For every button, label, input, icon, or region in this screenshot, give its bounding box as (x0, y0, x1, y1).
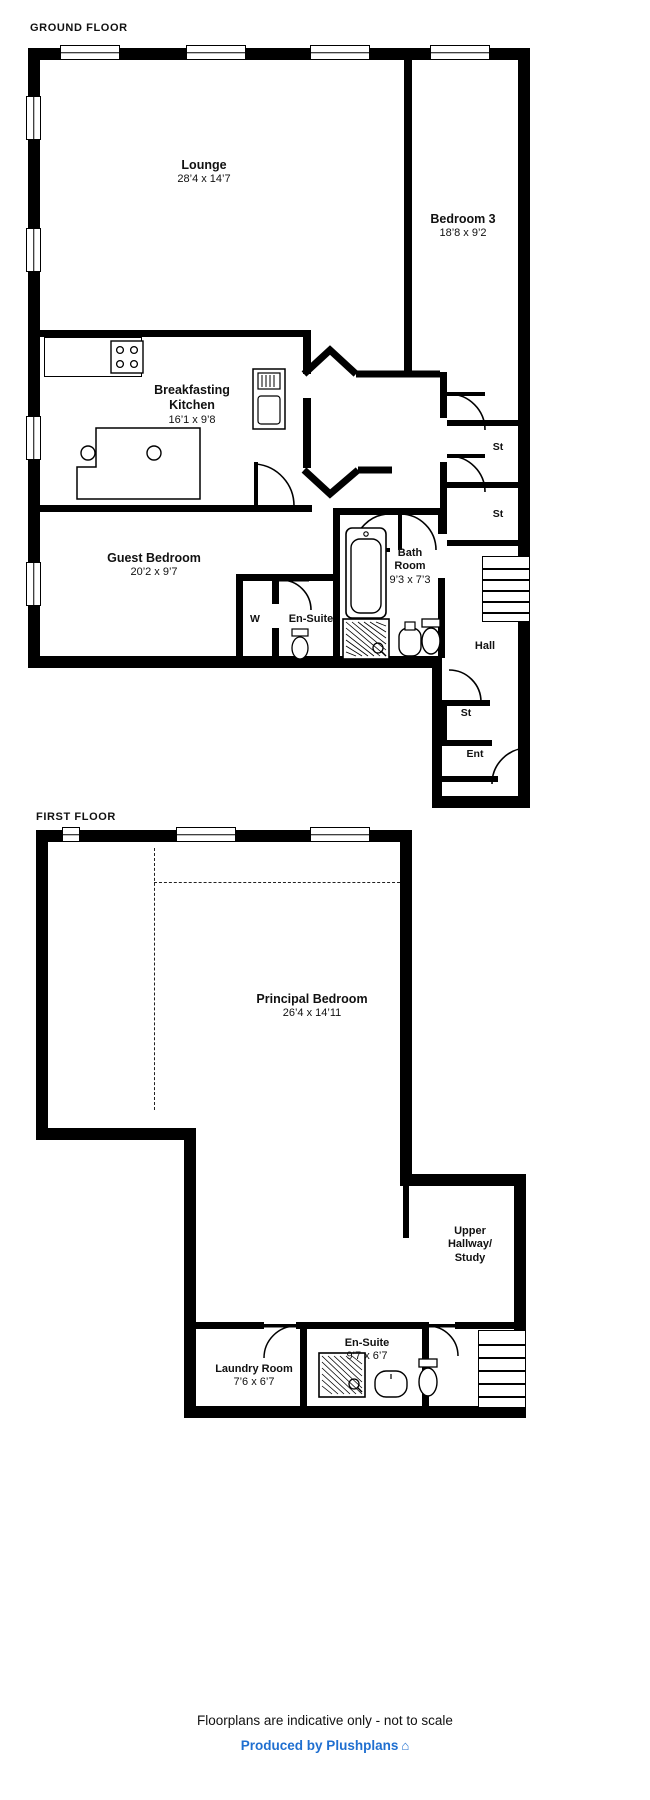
first-wall-landing-stub (403, 1186, 409, 1238)
plushplans-logo-icon: ⌂ (401, 1738, 410, 1753)
room-label-st3 (446, 707, 486, 720)
room-label-w (236, 613, 274, 626)
room-dims-ensuite-first: 9’7 x 6’7 (346, 1350, 388, 1363)
room-name-principal-bedroom: Principal Bedroom (256, 992, 368, 1006)
window-guest-left (26, 562, 41, 606)
door-ensuite (279, 578, 313, 612)
room-dims-kitchen: 16’1 x 9’8 (168, 413, 216, 426)
room-label-st2 (476, 508, 520, 521)
room-label-laundry (192, 1363, 316, 1390)
room-name-st2: St (492, 508, 504, 520)
room-label-hall (458, 640, 512, 653)
room-name-bathroom-line1: Bath (397, 547, 423, 559)
room-name-ensuite-first: En-Suite (344, 1337, 390, 1349)
room-name-ensuite-ground: En-Suite (288, 613, 334, 625)
room-dims-bedroom3: 18’8 x 9’2 (439, 227, 487, 240)
ground-wall-st2-bottom (447, 540, 519, 546)
ground-wall-hall-bottom (432, 796, 530, 808)
first-wall-laundry-top-left (196, 1322, 264, 1329)
room-name-hall: Hall (474, 640, 496, 652)
room-name-ent: Ent (466, 748, 484, 760)
room-label-bathroom (370, 547, 450, 587)
room-name-laundry: Laundry Room (215, 1363, 293, 1375)
room-label-ensuite-ground (278, 613, 344, 626)
room-dims-principal-bedroom: 26’4 x 14’11 (282, 1007, 342, 1020)
room-name-upper-line3: Study (454, 1251, 486, 1264)
door-bathroom-inner (398, 512, 438, 552)
toilet-icon-bathroom (418, 618, 444, 658)
wash-basin-icon-first (374, 1370, 408, 1398)
room-label-ensuite-first (318, 1337, 416, 1364)
window-lounge-top-3 (310, 45, 370, 60)
dashed-guide-horizontal (154, 882, 400, 883)
room-label-ent (452, 748, 498, 761)
ground-wall-w-right-upper (272, 574, 279, 604)
door-st1 (447, 392, 487, 432)
room-label-upper-hallway (424, 1225, 516, 1265)
room-dims-bathroom: 9’3 x 7’3 (389, 573, 431, 586)
room-label-lounge (126, 158, 282, 187)
room-name-bedroom3: Bedroom 3 (430, 212, 496, 226)
window-lounge-left-1 (26, 96, 41, 140)
first-wall-ensuite-top (296, 1322, 426, 1329)
ground-wall-hall-right-upper (440, 372, 447, 418)
room-name-lounge: Lounge (181, 158, 227, 172)
first-wall-landing-top (400, 1174, 526, 1186)
window-lounge-top-2 (186, 45, 246, 60)
footer-disclaimer: Floorplans are indicative only - not to scale (197, 1713, 453, 1728)
room-name-guest-bedroom: Guest Bedroom (107, 551, 201, 565)
first-wall-left-upper (36, 830, 48, 1140)
room-dims-lounge: 28’4 x 14’7 (177, 173, 231, 186)
kitchen-island (74, 425, 226, 505)
footer-brand-text: Produced by Plushplans (240, 1738, 399, 1753)
room-label-kitchen (108, 383, 276, 427)
room-name-st1: St (492, 441, 504, 453)
room-label-principal-bedroom (222, 992, 402, 1021)
door-laundry (262, 1324, 298, 1360)
toilet-icon-first (414, 1358, 442, 1400)
room-dims-guest-bedroom: 20’2 x 9’7 (130, 566, 178, 579)
window-bedroom3-top (430, 45, 490, 60)
ground-hall-angled-walls (300, 330, 446, 530)
room-label-bedroom3 (385, 212, 541, 241)
window-principal-top-1 (176, 827, 236, 842)
room-name-kitchen-line2: Kitchen (169, 398, 215, 413)
ground-wall-bath-left (333, 508, 340, 658)
ground-wall-kitchen-top (40, 330, 310, 337)
room-label-st1 (476, 441, 520, 454)
stairs-ground (482, 556, 530, 622)
ground-wall-right-upper (518, 48, 530, 608)
room-name-bathroom-line2: Room (394, 560, 426, 573)
first-wall-bottom (184, 1406, 526, 1418)
room-dims-laundry: 7’6 x 6’7 (233, 1376, 275, 1389)
window-lounge-top-1 (60, 45, 120, 60)
dashed-guide-vertical (154, 848, 155, 1110)
first-wall-step-horizontal (36, 1128, 196, 1140)
footer-brand (0, 1738, 650, 1753)
shower-tray-icon (342, 618, 390, 660)
ground-floor-caption: GROUND FLOOR (30, 22, 128, 34)
room-label-guest-bedroom (62, 551, 246, 580)
door-st2 (447, 454, 487, 494)
ground-wall-bath-right-upper (438, 508, 445, 534)
window-kitchen-left (26, 416, 41, 460)
window-principal-top-0 (62, 827, 80, 842)
door-ensuite-first (426, 1324, 460, 1358)
door-kitchen (250, 462, 296, 508)
cooker-hob-icon (110, 340, 144, 374)
room-name-kitchen-line1: Breakfasting (154, 383, 230, 397)
first-floor-caption: FIRST FLOOR (36, 811, 116, 823)
window-principal-top-2 (310, 827, 370, 842)
room-name-st3: St (460, 707, 472, 719)
toilet-icon-ensuite (288, 628, 312, 662)
window-lounge-left-2 (26, 228, 41, 272)
ground-wall-w-right-lower (272, 628, 279, 660)
first-wall-landing-bottom (455, 1322, 515, 1329)
door-st3 (447, 668, 483, 704)
room-name-upper-line1: Upper (454, 1225, 486, 1237)
stairs-first (478, 1330, 526, 1408)
room-name-upper-line2: Hallway/ (447, 1238, 493, 1251)
ground-wall-st3-bottom (440, 740, 492, 746)
room-name-w: W (250, 613, 260, 625)
